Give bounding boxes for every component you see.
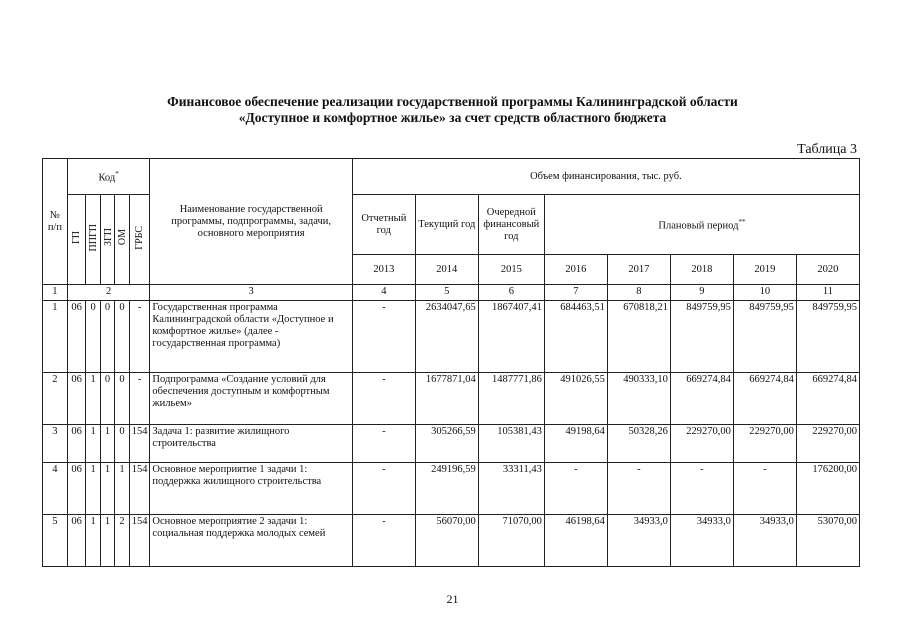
header-kod-om xyxy=(115,195,129,285)
code-zgp: 0 xyxy=(100,301,114,373)
code-ppgp: 1 xyxy=(86,463,100,515)
header-current-year: Текущий год xyxy=(415,195,478,255)
table-row xyxy=(43,515,860,567)
year-2016: 2016 xyxy=(544,255,607,285)
year-2014: 2014 xyxy=(415,255,478,285)
code-gp: 06 xyxy=(67,463,86,515)
code-grbs: - xyxy=(129,373,150,425)
value-2013: - xyxy=(352,463,415,515)
table-label: Таблица 3 xyxy=(797,142,857,157)
value-2019: - xyxy=(733,463,796,515)
colnum-11: 11 xyxy=(796,285,859,301)
header-planned xyxy=(544,195,859,255)
header-kod-om-label: ОМ xyxy=(117,229,129,246)
year-2013: 2013 xyxy=(352,255,415,285)
value-2018: 849759,95 xyxy=(670,301,733,373)
value-2016: 491026,55 xyxy=(544,373,607,425)
value-2017: 670818,21 xyxy=(607,301,670,373)
colnum-4: 4 xyxy=(352,285,415,301)
value-2016: 46198,64 xyxy=(544,515,607,567)
value-2019: 669274,84 xyxy=(733,373,796,425)
header-kod-gp-label: ГП xyxy=(71,230,83,244)
column-number-row xyxy=(43,285,860,301)
row-name: Государственная программа Калининградской области «Доступное и комфортное жилье» (далее - государственная программа) xyxy=(150,301,352,373)
document-title-line1: Финансовое обеспечение реализации государственной программы Калининградской области xyxy=(167,94,738,109)
row-number: 3 xyxy=(43,425,68,463)
value-2013: - xyxy=(352,301,415,373)
value-2016: 684463,51 xyxy=(544,301,607,373)
colnum-5: 5 xyxy=(415,285,478,301)
document-title-line2: «Доступное и комфортное жилье» за счет средств областного бюджета xyxy=(238,110,667,125)
value-2013: - xyxy=(352,425,415,463)
value-2019: 34933,0 xyxy=(733,515,796,567)
value-2018: 229270,00 xyxy=(670,425,733,463)
colnum-1: 1 xyxy=(43,285,68,301)
value-2015: 33311,43 xyxy=(478,463,544,515)
financing-table xyxy=(42,158,860,567)
header-reported-year: Отчетный год xyxy=(352,195,415,255)
header-kod-ppgp xyxy=(86,195,100,285)
value-2020: 53070,00 xyxy=(796,515,859,567)
header-kod-ppgp-label: ППГП xyxy=(88,223,100,252)
row-name: Основное мероприятие 2 задачи 1: социальная поддержка молодых семей xyxy=(150,515,352,567)
colnum-2: 2 xyxy=(67,285,150,301)
value-2017: 34933,0 xyxy=(607,515,670,567)
header-kod-grbs-label: ГРБС xyxy=(134,225,146,250)
row-number: 4 xyxy=(43,463,68,515)
code-zgp: 1 xyxy=(100,463,114,515)
header-name: Наименование государственной программы, подпрограммы, задачи, основного мероприятия xyxy=(150,159,352,285)
row-number: 2 xyxy=(43,373,68,425)
row-number: 5 xyxy=(43,515,68,567)
header-no: № п/п xyxy=(43,159,68,285)
code-ppgp: 1 xyxy=(86,373,100,425)
year-2015: 2015 xyxy=(478,255,544,285)
colnum-9: 9 xyxy=(670,285,733,301)
value-2017: 490333,10 xyxy=(607,373,670,425)
row-number: 1 xyxy=(43,301,68,373)
value-2014: 305266,59 xyxy=(415,425,478,463)
value-2015: 71070,00 xyxy=(478,515,544,567)
row-name: Задача 1: развитие жилищного строительства xyxy=(150,425,352,463)
header-kod-gp xyxy=(67,195,86,285)
header-kod xyxy=(67,159,150,195)
code-zgp: 1 xyxy=(100,515,114,567)
code-om: 1 xyxy=(115,463,129,515)
colnum-10: 10 xyxy=(733,285,796,301)
header-kod-zgp-label: ЗГП xyxy=(102,228,114,247)
code-gp: 06 xyxy=(67,515,86,567)
value-2016: 49198,64 xyxy=(544,425,607,463)
value-2015: 1867407,41 xyxy=(478,301,544,373)
value-2017: 50328,26 xyxy=(607,425,670,463)
code-ppgp: 0 xyxy=(86,301,100,373)
value-2014: 56070,00 xyxy=(415,515,478,567)
value-2015: 1487771,86 xyxy=(478,373,544,425)
colnum-7: 7 xyxy=(544,285,607,301)
colnum-3: 3 xyxy=(150,285,352,301)
value-2015: 105381,43 xyxy=(478,425,544,463)
code-grbs: - xyxy=(129,301,150,373)
value-2017: - xyxy=(607,463,670,515)
header-planned-mark: ** xyxy=(738,218,746,227)
table-row xyxy=(43,301,860,373)
code-zgp: 1 xyxy=(100,425,114,463)
value-2013: - xyxy=(352,373,415,425)
value-2014: 1677871,04 xyxy=(415,373,478,425)
code-gp: 06 xyxy=(67,425,86,463)
code-om: 0 xyxy=(115,373,129,425)
value-2020: 176200,00 xyxy=(796,463,859,515)
header-planned-label: Плановый период xyxy=(658,220,739,232)
row-name: Основное мероприятие 1 задачи 1: поддержка жилищного строительства xyxy=(150,463,352,515)
table-row xyxy=(43,373,860,425)
code-gp: 06 xyxy=(67,301,86,373)
value-2018: 669274,84 xyxy=(670,373,733,425)
table-row xyxy=(43,425,860,463)
value-2020: 669274,84 xyxy=(796,373,859,425)
code-om: 2 xyxy=(115,515,129,567)
code-om: 0 xyxy=(115,425,129,463)
value-2016: - xyxy=(544,463,607,515)
value-2020: 849759,95 xyxy=(796,301,859,373)
header-kod-zgp xyxy=(100,195,114,285)
code-grbs: 154 xyxy=(129,515,150,567)
row-name: Подпрограмма «Создание условий для обеспечения доступным и комфортным жильем» xyxy=(150,373,352,425)
value-2013: - xyxy=(352,515,415,567)
header-next-year: Очередной финансовый год xyxy=(478,195,544,255)
year-2020: 2020 xyxy=(796,255,859,285)
colnum-6: 6 xyxy=(478,285,544,301)
value-2019: 229270,00 xyxy=(733,425,796,463)
header-volume: Объем финансирования, тыс. руб. xyxy=(352,159,859,195)
year-2018: 2018 xyxy=(670,255,733,285)
code-om: 0 xyxy=(115,301,129,373)
colnum-8: 8 xyxy=(607,285,670,301)
year-2019: 2019 xyxy=(733,255,796,285)
page-number: 21 xyxy=(446,592,459,606)
year-2017: 2017 xyxy=(607,255,670,285)
value-2014: 2634047,65 xyxy=(415,301,478,373)
header-kod-mark: * xyxy=(115,170,119,179)
table-row xyxy=(43,463,860,515)
value-2020: 229270,00 xyxy=(796,425,859,463)
value-2014: 249196,59 xyxy=(415,463,478,515)
code-grbs: 154 xyxy=(129,425,150,463)
code-ppgp: 1 xyxy=(86,515,100,567)
value-2018: - xyxy=(670,463,733,515)
header-kod-grbs xyxy=(129,195,150,285)
code-zgp: 0 xyxy=(100,373,114,425)
header-kod-label: Код xyxy=(98,172,116,184)
code-grbs: 154 xyxy=(129,463,150,515)
value-2018: 34933,0 xyxy=(670,515,733,567)
value-2019: 849759,95 xyxy=(733,301,796,373)
code-ppgp: 1 xyxy=(86,425,100,463)
code-gp: 06 xyxy=(67,373,86,425)
